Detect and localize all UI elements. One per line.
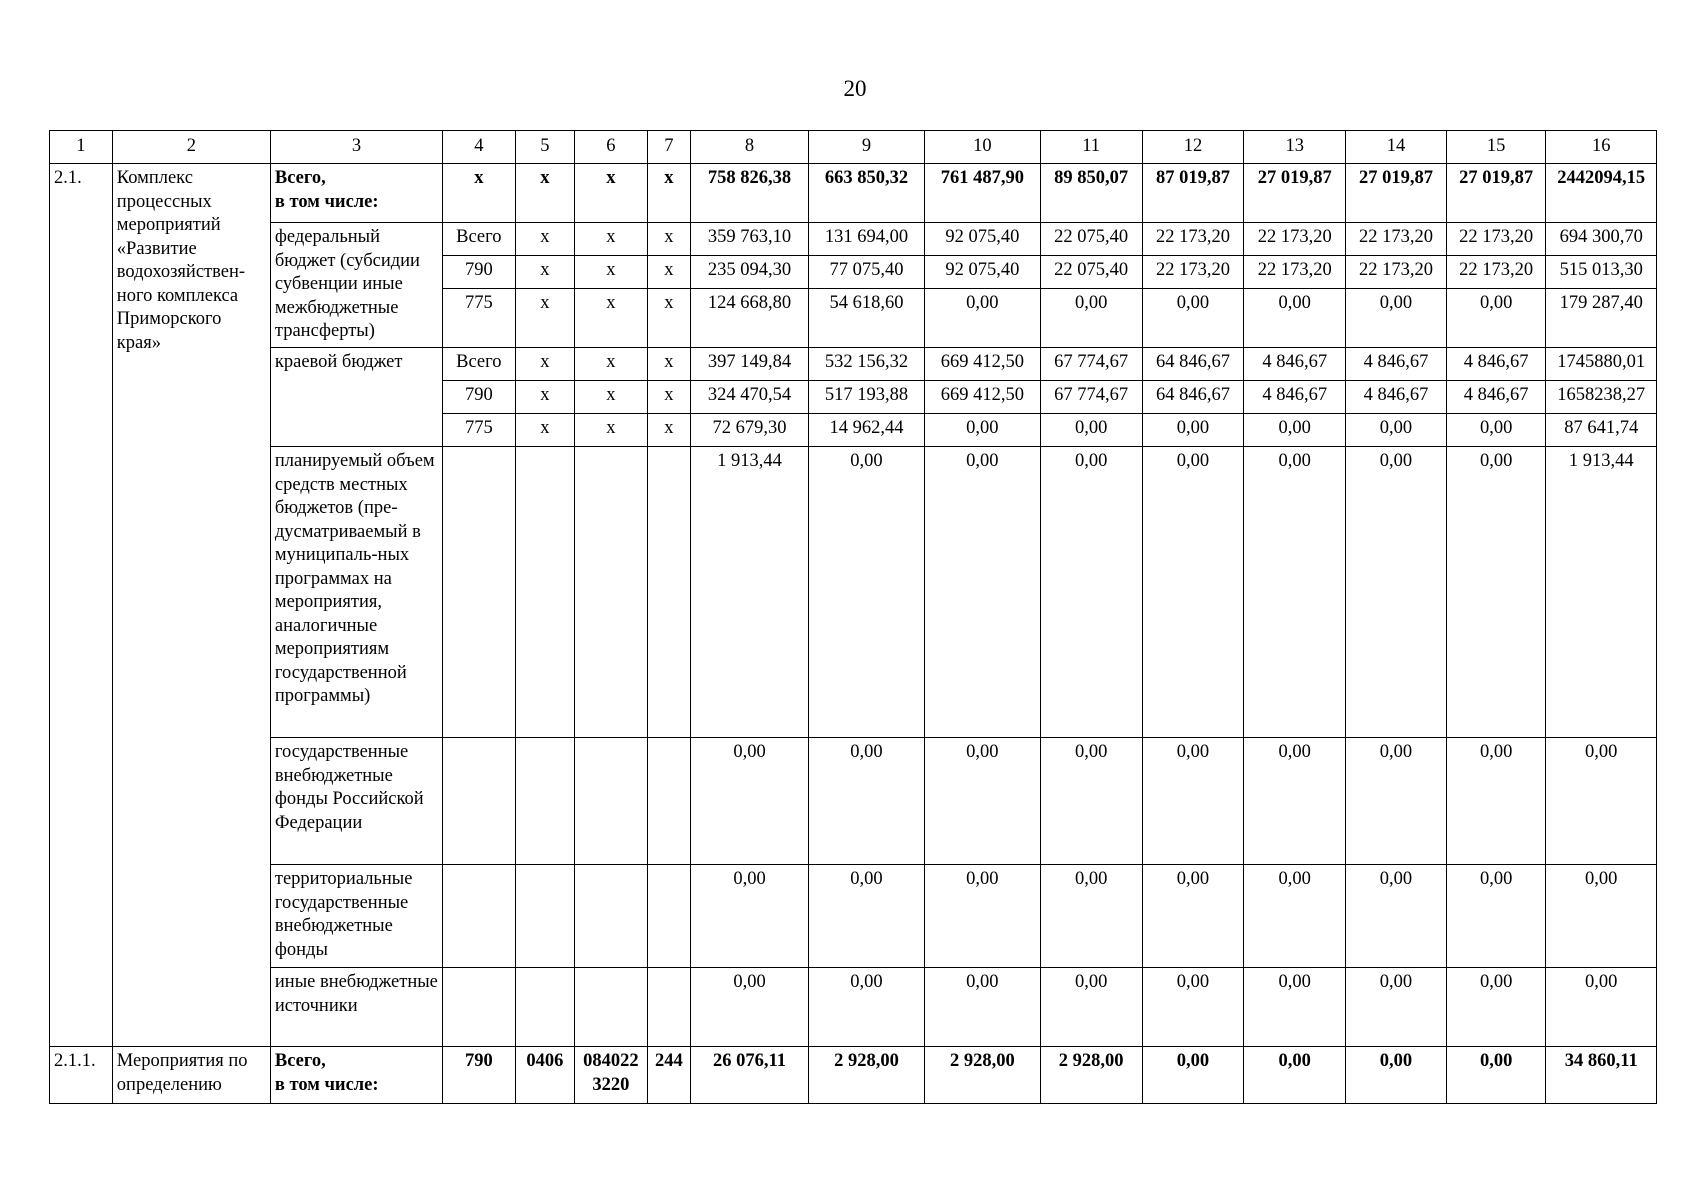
local-value: 0,00 (1142, 447, 1244, 738)
regional-value: 669 412,50 (924, 381, 1040, 414)
regional-value: 4 846,67 (1346, 348, 1447, 381)
federal-value: 22 173,20 (1446, 256, 1546, 289)
column-number: 11 (1040, 131, 1142, 164)
federal-value: 22 173,20 (1244, 223, 1346, 256)
page-number: 20 (843, 76, 867, 101)
other-sources-value: 0,00 (1446, 968, 1546, 1047)
federal-value: 0,00 (924, 289, 1040, 348)
total-value: 663 850,32 (809, 164, 925, 223)
other-sources-row (50, 968, 1657, 1047)
local-value: 0,00 (1346, 447, 1447, 738)
state-funds-value: 0,00 (691, 738, 809, 865)
other-sources-value: 0,00 (1346, 968, 1447, 1047)
subsection-value: 26 076,11 (691, 1047, 809, 1104)
federal-value: 0,00 (1446, 289, 1546, 348)
local-budgets-row (50, 447, 1657, 738)
subsection-col4: 790 (443, 1047, 516, 1104)
regional-value: 4 846,67 (1244, 381, 1346, 414)
total-col4: x (443, 164, 516, 223)
local-value: 0,00 (809, 447, 925, 738)
federal-value: 22 173,20 (1142, 223, 1244, 256)
federal-value: 22 173,20 (1446, 223, 1546, 256)
regional-value: 4 846,67 (1446, 348, 1546, 381)
regional-col6: x (575, 381, 648, 414)
federal-value: 694 300,70 (1546, 223, 1657, 256)
territorial-funds-value: 0,00 (1142, 865, 1244, 968)
federal-col6: x (575, 256, 648, 289)
total-col5: x (515, 164, 575, 223)
empty-cell (443, 865, 516, 968)
territorial-funds-value: 0,00 (1546, 865, 1657, 968)
regional-col4: 790 (443, 381, 516, 414)
other-sources-value: 0,00 (691, 968, 809, 1047)
federal-value: 92 075,40 (924, 256, 1040, 289)
regional-value: 0,00 (1346, 414, 1447, 447)
state-funds-value: 0,00 (1546, 738, 1657, 865)
regional-value: 517 193,88 (809, 381, 925, 414)
subsection-value: 2 928,00 (924, 1047, 1040, 1104)
total-label-line1: Всего, (274, 168, 326, 188)
regional-value: 1745880,01 (1546, 348, 1657, 381)
total-value: 758 826,38 (691, 164, 809, 223)
column-number: 3 (270, 131, 442, 164)
regional-value: 4 846,67 (1244, 348, 1346, 381)
local-value: 0,00 (1040, 447, 1142, 738)
federal-value: 515 013,30 (1546, 256, 1657, 289)
column-number: 10 (924, 131, 1040, 164)
regional-value: 0,00 (1244, 414, 1346, 447)
regional-col6: x (575, 348, 648, 381)
regional-value: 4 846,67 (1346, 381, 1447, 414)
regional-col6: x (575, 414, 648, 447)
state-funds-value: 0,00 (1040, 738, 1142, 865)
territorial-funds-value: 0,00 (1446, 865, 1546, 968)
federal-value: 179 287,40 (1546, 289, 1657, 348)
federal-value: 0,00 (1142, 289, 1244, 348)
regional-value: 0,00 (924, 414, 1040, 447)
regional-value: 0,00 (1040, 414, 1142, 447)
regional-value: 4 846,67 (1446, 381, 1546, 414)
regional-value: 87 641,74 (1546, 414, 1657, 447)
federal-value: 22 173,20 (1346, 223, 1447, 256)
regional-col5: x (515, 348, 575, 381)
territorial-funds-value: 0,00 (1346, 865, 1447, 968)
column-number-row (50, 131, 1657, 164)
empty-cell (515, 865, 575, 968)
regional-value: 64 846,67 (1142, 381, 1244, 414)
subsection-value: 0,00 (1446, 1047, 1546, 1104)
other-sources-value: 0,00 (809, 968, 925, 1047)
column-number: 5 (515, 131, 575, 164)
subsection-value: 2 928,00 (809, 1047, 925, 1104)
subsection-value: 0,00 (1244, 1047, 1346, 1104)
other-sources-label: иные внебюджетные источники (270, 968, 442, 1047)
empty-cell (647, 738, 690, 865)
regional-value: 67 774,67 (1040, 348, 1142, 381)
total-col6: x (575, 164, 648, 223)
state-funds-value: 0,00 (809, 738, 925, 865)
column-number: 13 (1244, 131, 1346, 164)
subsection-value: 34 860,11 (1546, 1047, 1657, 1104)
total-value: 27 019,87 (1244, 164, 1346, 223)
column-number: 14 (1346, 131, 1447, 164)
budget-table (49, 130, 1657, 1104)
empty-cell (575, 968, 648, 1047)
local-value: 0,00 (924, 447, 1040, 738)
territorial-funds-value: 0,00 (924, 865, 1040, 968)
local-value: 0,00 (1244, 447, 1346, 738)
territorial-funds-label: территориальные государственные внебюджетные фонды (270, 865, 442, 968)
section-name: Комплекс процессных мероприятий «Развитие водохозяйствен-ного комплекса Приморского края» (112, 164, 270, 1047)
federal-value: 22 075,40 (1040, 223, 1142, 256)
empty-cell (575, 738, 648, 865)
section-number: 2.1. (50, 164, 113, 1047)
subsection-row (50, 1047, 1657, 1104)
regional-value: 324 470,54 (691, 381, 809, 414)
total-value: 87 019,87 (1142, 164, 1244, 223)
state-funds-value: 0,00 (1142, 738, 1244, 865)
state-funds-value: 0,00 (1346, 738, 1447, 865)
subsection-number: 2.1.1. (50, 1047, 113, 1104)
state-funds-value: 0,00 (1446, 738, 1546, 865)
subsection-total-label (270, 1047, 442, 1104)
subsection-value: 0,00 (1346, 1047, 1447, 1104)
other-sources-value: 0,00 (924, 968, 1040, 1047)
table-body (50, 131, 1657, 1104)
regional-value: 72 679,30 (691, 414, 809, 447)
column-number: 7 (647, 131, 690, 164)
federal-value: 0,00 (1040, 289, 1142, 348)
regional-col7: x (647, 348, 690, 381)
federal-col5: x (515, 223, 575, 256)
empty-cell (443, 738, 516, 865)
regional-value: 67 774,67 (1040, 381, 1142, 414)
federal-value: 124 668,80 (691, 289, 809, 348)
federal-col4: 790 (443, 256, 516, 289)
empty-cell (575, 865, 648, 968)
regional-col4: 775 (443, 414, 516, 447)
local-value: 1 913,44 (691, 447, 809, 738)
empty-cell (647, 447, 690, 738)
regional-col4: Всего (443, 348, 516, 381)
column-number: 12 (1142, 131, 1244, 164)
column-number: 6 (575, 131, 648, 164)
total-label-line2: в том числе: (274, 191, 379, 212)
subsection-name: Мероприятия по определению (112, 1047, 270, 1104)
other-sources-value: 0,00 (1040, 968, 1142, 1047)
empty-cell (647, 968, 690, 1047)
regional-value: 14 962,44 (809, 414, 925, 447)
federal-col4: 775 (443, 289, 516, 348)
federal-label: федеральный бюджет (субсидии субвенции иные межбюджетные трансферты) (270, 223, 442, 348)
empty-cell (647, 865, 690, 968)
subsection-label-line2: в том числе: (274, 1074, 379, 1095)
regional-value: 669 412,50 (924, 348, 1040, 381)
regional-value: 0,00 (1446, 414, 1546, 447)
column-number: 16 (1546, 131, 1657, 164)
empty-cell (515, 968, 575, 1047)
local-value: 0,00 (1446, 447, 1546, 738)
subsection-col6: 084022 3220 (575, 1047, 648, 1104)
regional-col5: x (515, 381, 575, 414)
subsection-col7: 244 (647, 1047, 690, 1104)
regional-col7: x (647, 414, 690, 447)
state-funds-row (50, 738, 1657, 865)
territorial-funds-value: 0,00 (691, 865, 809, 968)
total-value: 761 487,90 (924, 164, 1040, 223)
column-number: 1 (50, 131, 113, 164)
subsection-value: 2 928,00 (1040, 1047, 1142, 1104)
regional-value: 532 156,32 (809, 348, 925, 381)
other-sources-value: 0,00 (1546, 968, 1657, 1047)
empty-cell (443, 968, 516, 1047)
federal-col4: Всего (443, 223, 516, 256)
federal-row-total (50, 223, 1657, 256)
other-sources-value: 0,00 (1244, 968, 1346, 1047)
federal-value: 77 075,40 (809, 256, 925, 289)
subsection-col5: 0406 (515, 1047, 575, 1104)
empty-cell (515, 447, 575, 738)
total-value: 89 850,07 (1040, 164, 1142, 223)
total-label (270, 164, 442, 223)
federal-value: 235 094,30 (691, 256, 809, 289)
regional-col5: x (515, 414, 575, 447)
empty-cell (443, 447, 516, 738)
state-funds-value: 0,00 (924, 738, 1040, 865)
section-total-row (50, 164, 1657, 223)
column-number: 4 (443, 131, 516, 164)
total-col7: x (647, 164, 690, 223)
regional-value: 397 149,84 (691, 348, 809, 381)
federal-value: 22 173,20 (1142, 256, 1244, 289)
subsection-value: 0,00 (1142, 1047, 1244, 1104)
regional-value: 1658238,27 (1546, 381, 1657, 414)
federal-value: 92 075,40 (924, 223, 1040, 256)
local-budgets-label: планируемый объем средств местных бюджетов (пре-дусматриваемый в муниципаль-ных программах на мероприятия, аналогичные мероприятиям государственной программы) (270, 447, 442, 738)
state-funds-label: государственные внебюджетные фонды Российской Федерации (270, 738, 442, 865)
federal-value: 22 173,20 (1244, 256, 1346, 289)
federal-col7: x (647, 256, 690, 289)
column-number: 9 (809, 131, 925, 164)
regional-value: 64 846,67 (1142, 348, 1244, 381)
federal-col6: x (575, 289, 648, 348)
territorial-funds-value: 0,00 (1040, 865, 1142, 968)
federal-value: 22 075,40 (1040, 256, 1142, 289)
regional-col7: x (647, 381, 690, 414)
territorial-funds-value: 0,00 (809, 865, 925, 968)
federal-value: 0,00 (1244, 289, 1346, 348)
state-funds-value: 0,00 (1244, 738, 1346, 865)
total-value: 27 019,87 (1446, 164, 1546, 223)
other-sources-value: 0,00 (1142, 968, 1244, 1047)
total-value: 27 019,87 (1346, 164, 1447, 223)
local-value: 1 913,44 (1546, 447, 1657, 738)
column-number: 2 (112, 131, 270, 164)
column-number: 8 (691, 131, 809, 164)
federal-value: 0,00 (1346, 289, 1447, 348)
territorial-funds-value: 0,00 (1244, 865, 1346, 968)
federal-value: 22 173,20 (1346, 256, 1447, 289)
federal-col5: x (515, 256, 575, 289)
empty-cell (575, 447, 648, 738)
federal-col7: x (647, 289, 690, 348)
federal-value: 359 763,10 (691, 223, 809, 256)
federal-col6: x (575, 223, 648, 256)
federal-value: 54 618,60 (809, 289, 925, 348)
total-value: 2442094,15 (1546, 164, 1657, 223)
federal-value: 131 694,00 (809, 223, 925, 256)
subsection-label-line1: Всего, (274, 1051, 326, 1071)
regional-value: 0,00 (1142, 414, 1244, 447)
regional-row-total (50, 348, 1657, 381)
federal-col7: x (647, 223, 690, 256)
territorial-funds-row (50, 865, 1657, 968)
empty-cell (515, 738, 575, 865)
column-number: 15 (1446, 131, 1546, 164)
regional-label: краевой бюджет (270, 348, 442, 447)
federal-col5: x (515, 289, 575, 348)
